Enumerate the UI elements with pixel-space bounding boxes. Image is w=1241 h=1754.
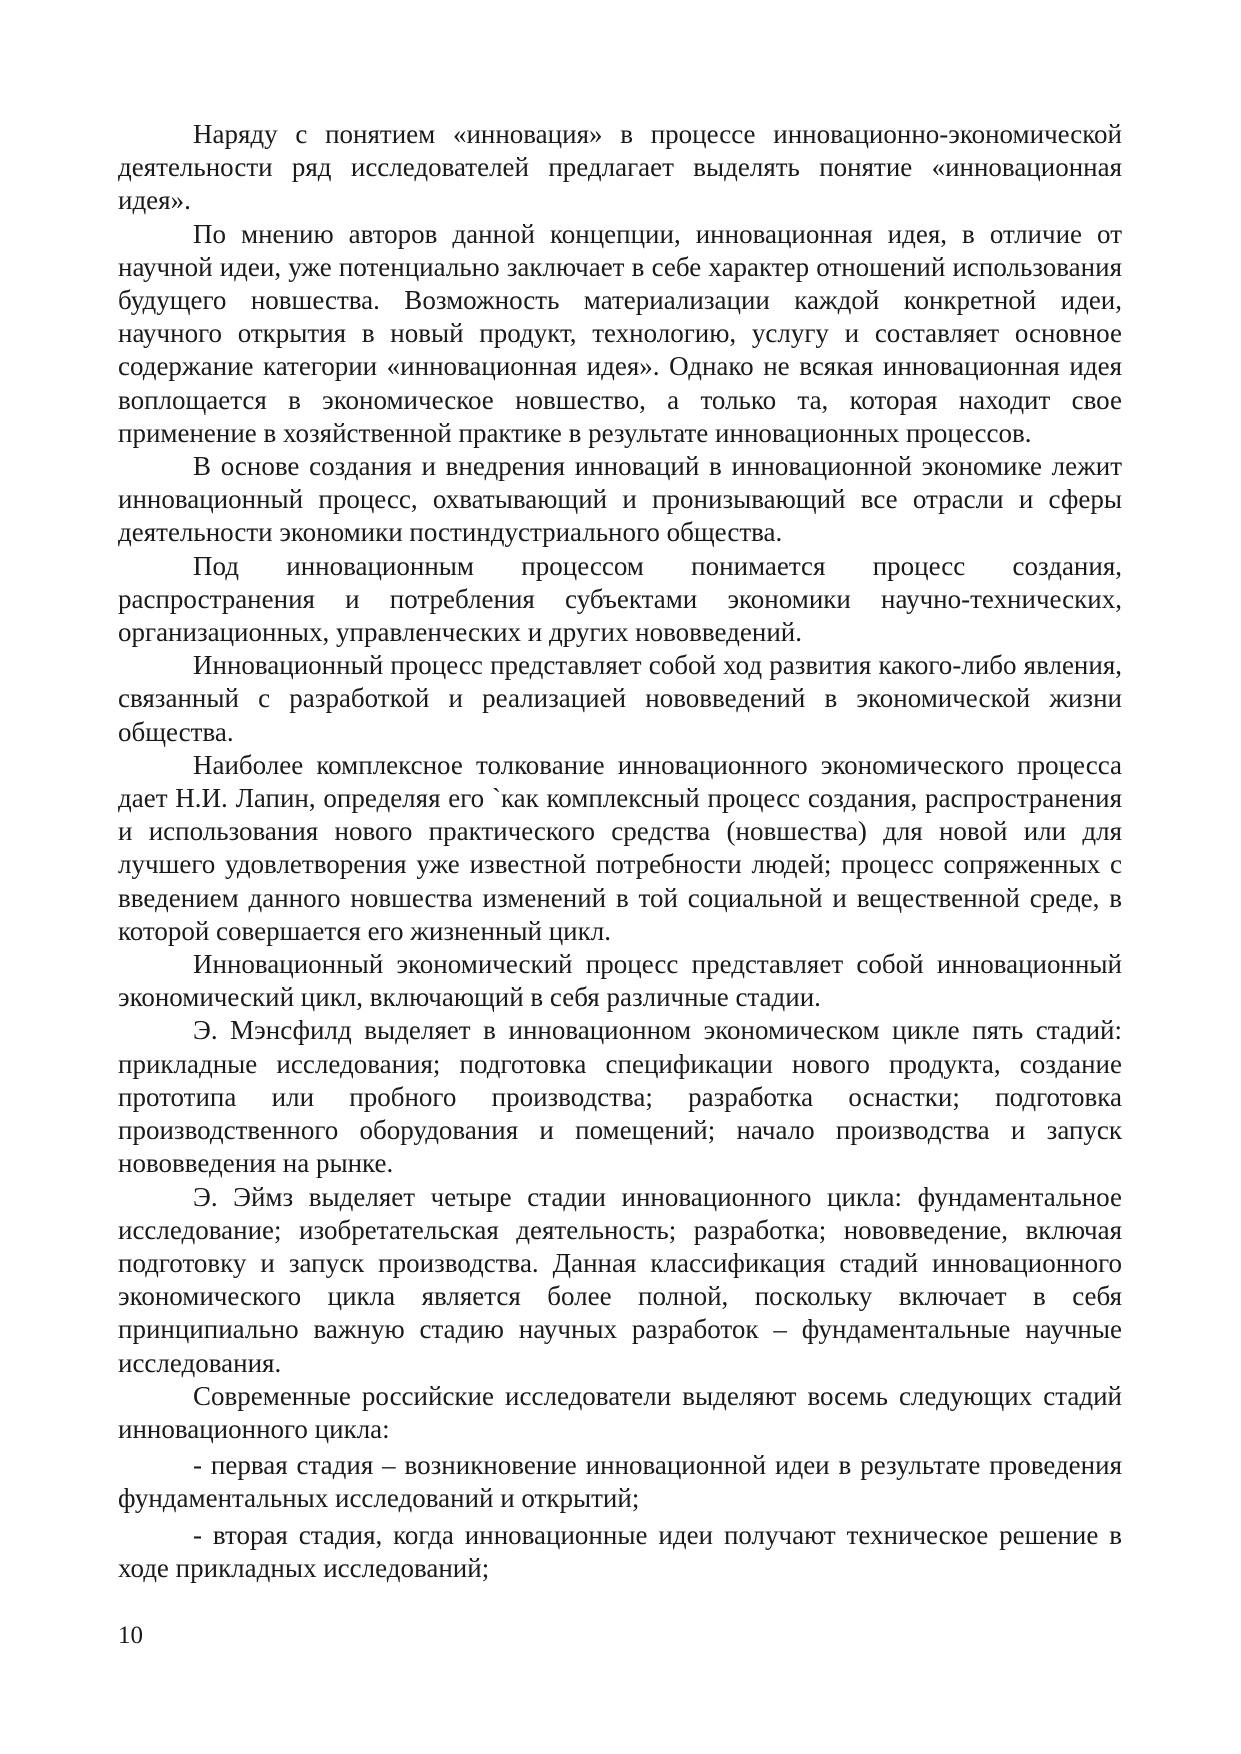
page-number: 10	[118, 1622, 143, 1649]
paragraph: Э. Эймз выделяет четыре стадии инновационного цикла: фундаментальное исследование; изобретательская деятельность; разработка; нововведение, включая подготовку и запуск производства. Данная классификация стадий инновационного экономического цикла является более полной, поскольку включает в себя принципиально важную стадию научных разработок – фундаментальные научные исследования.	[118, 1181, 1122, 1378]
paragraph: В основе создания и внедрения инноваций в инновационной экономике лежит инновационный процесс, охватывающий и пронизывающий все отрасли и сферы деятельности экономики постиндустриального общества.	[118, 451, 1122, 548]
paragraph: Под инновационным процессом понимается процесс создания, распространения и потребления субъектами экономики научно-технических, организационных, управленческих и других нововведений.	[118, 550, 1122, 648]
paragraph: Э. Мэнсфилд выделяет в инновационном экономическом цикле пять стадий: прикладные исследования; подготовка спецификации нового продукта, создание прототипа или пробного производства; разработка оснастки; подготовка производственного оборудования и помещений; начало производства и запуск нововведения на рынке.	[118, 1015, 1122, 1179]
list-item: - вторая стадия, когда инновационные идеи получают техническое решение в ходе прикладных исследований;	[118, 1519, 1122, 1583]
paragraph: Наряду с понятием «инновация» в процессе инновационно-экономической деятельности ряд исследователей предлагает выделять понятие «инновационная идея».	[118, 119, 1122, 216]
paragraph: Наиболее комплексное толкование инновационного экономического процесса дает Н.И. Лапин, определяя его `как комплексный процесс создания, распространения и использования нового практического средства (новшества) для новой или для лучшего удовлетворения уже известной потребности людей; процесс сопряженных с введением данного новшества изменений в той социальной и вещественной среде, в которой совершается его жизненный цикл.	[118, 749, 1122, 946]
paragraph: По мнению авторов данной концепции, инновационная идея, в отличие от научной идеи, уже потенциально заключает в себе характер отношений использования будущего новшества. Возможность материализации каждой конкретной идеи, научного открытия в новый продукт, технологию, услугу и составляет основное содержание категории «инновационная идея». Однако не всякая инновационная идея воплощается в экономическое новшество, а только та, которая находит свое применение в хозяйственной практике в результате инновационных процессов.	[118, 218, 1122, 448]
body-text	[118, 118, 1122, 1585]
paragraph: Инновационный экономический процесс представляет собой инновационный экономический цикл, включающий в себя различные стадии.	[118, 949, 1122, 1013]
paragraph: Современные российские исследователи выделяют восемь следующих стадий инновационного цикла:	[118, 1380, 1122, 1444]
paragraph: Инновационный процесс представляет собой ход развития какого-либо явления, связанный с разработкой и реализацией нововведений в экономической жизни общества.	[118, 650, 1122, 747]
list-item: - первая стадия – возникновение инновационной идеи в результате проведения фундаментальных исследований и открытий;	[118, 1450, 1122, 1514]
